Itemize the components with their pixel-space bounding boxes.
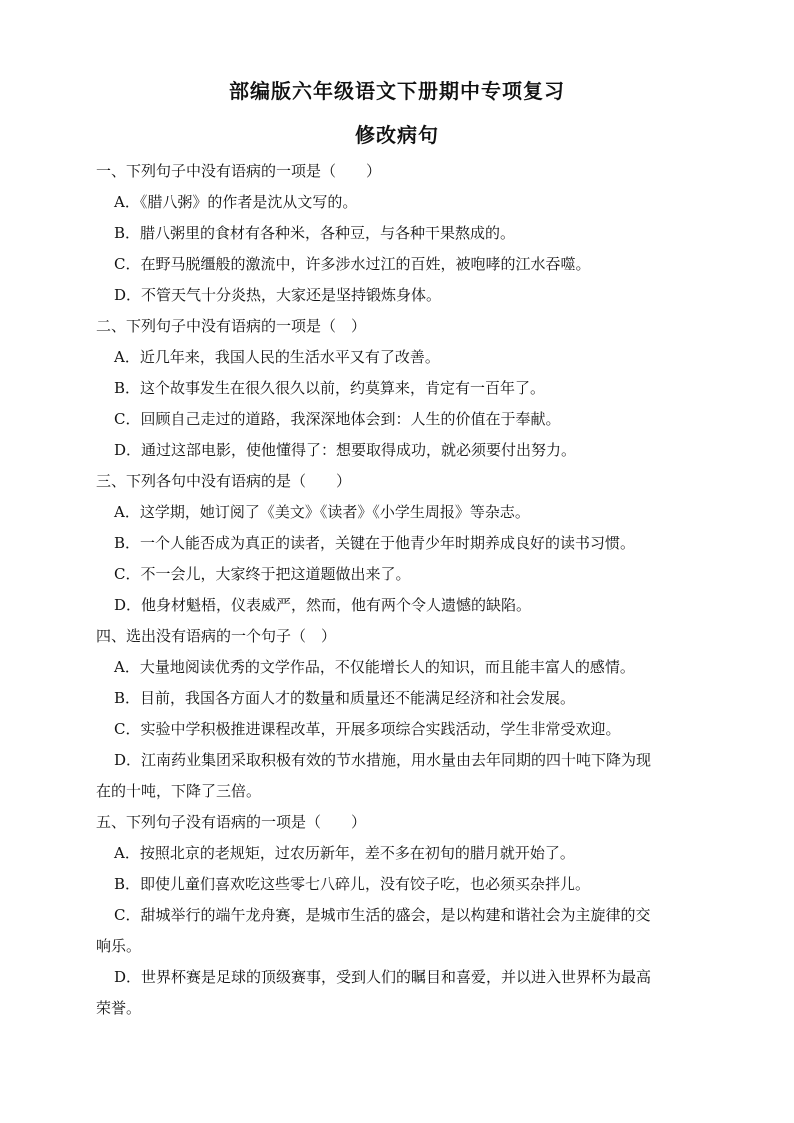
- question-stem-1: 一、下列句子中没有语病的一项是（ ）: [96, 162, 382, 180]
- option-3d: D．他身材魁梧，仪表威严，然而，他有两个令人遗憾的缺陷。: [114, 596, 532, 614]
- option-2d: D．通过这部电影，使他懂得了：想要取得成功，就必须要付出努力。: [114, 441, 577, 459]
- document-subtitle: 修改病句: [355, 123, 439, 147]
- question-stem-2: 二、下列句子中没有语病的一项是（ ）: [96, 317, 367, 335]
- option-3b: B．一个人能否成为真正的读者，关键在于他青少年时期养成良好的读书习惯。: [114, 534, 636, 552]
- question-stem-4: 四、选出没有语病的一个句子（ ）: [96, 627, 337, 645]
- question-stem-3: 三、下列各句中没有语病的是（ ）: [96, 472, 352, 490]
- question-stem-5: 五、下列句子没有语病的一项是（ ）: [96, 813, 367, 831]
- option-4d-continuation: 在的十吨，下降了三倍。: [96, 782, 262, 800]
- option-5d-continuation: 荣誉。: [96, 999, 142, 1017]
- option-1c: C．在野马脱缰般的激流中，许多涉水过江的百姓，被咆哮的江水吞噬。: [114, 255, 591, 273]
- document-title: 部编版六年级语文下册期中专项复习: [229, 79, 565, 103]
- option-5a: A．按照北京的老规矩，过农历新年，差不多在初旬的腊月就开始了。: [114, 844, 575, 862]
- option-3c: C．不一会儿，大家终于把这道题做出来了。: [114, 565, 411, 583]
- question-list: [96, 156, 696, 1024]
- option-1d: D．不管天气十分炎热，大家还是坚持锻炼身体。: [114, 286, 442, 304]
- option-1b: B．腊八粥里的食材有各种米，各种豆，与各种干果熬成的。: [114, 224, 516, 242]
- option-3a: A．这学期，她订阅了《美文》《读者》《小学生周报》等杂志。: [114, 503, 530, 521]
- option-4b: B．目前，我国各方面人才的数量和质量还不能满足经济和社会发展。: [114, 689, 576, 707]
- option-4c: C．实验中学积极推进课程改革，开展多项综合实践活动，学生非常受欢迎。: [114, 720, 621, 738]
- option-2a: A．近几年来，我国人民的生活水平又有了改善。: [114, 348, 440, 366]
- option-5b: B．即使儿童们喜欢吃这些零七八碎儿，没有饺子吃，也必须买杂拌儿。: [114, 875, 591, 893]
- option-2c: C．回顾自己走过的道路，我深深地体会到：人生的价值在于奉献。: [114, 410, 561, 428]
- option-4d: D．江南药业集团采取积极有效的节水措施，用水量由去年同期的四十吨下降为现: [114, 751, 652, 769]
- option-5d: D．世界杯赛是足球的顶级赛事，受到人们的瞩目和喜爱，并以进入世界杯为最高: [114, 968, 652, 986]
- option-5c: C．甜城举行的端午龙舟赛，是城市生活的盛会，是以构建和谐社会为主旋律的交: [114, 906, 651, 924]
- option-1a: A．《腊八粥》的作者是沈从文写的。: [114, 193, 358, 211]
- option-4a: A．大量地阅读优秀的文学作品，不仅能增长人的知识，而且能丰富人的感情。: [114, 658, 635, 676]
- option-2b: B．这个故事发生在很久很久以前，约莫算来，肯定有一百年了。: [114, 379, 546, 397]
- option-5c-continuation: 响乐。: [96, 937, 142, 955]
